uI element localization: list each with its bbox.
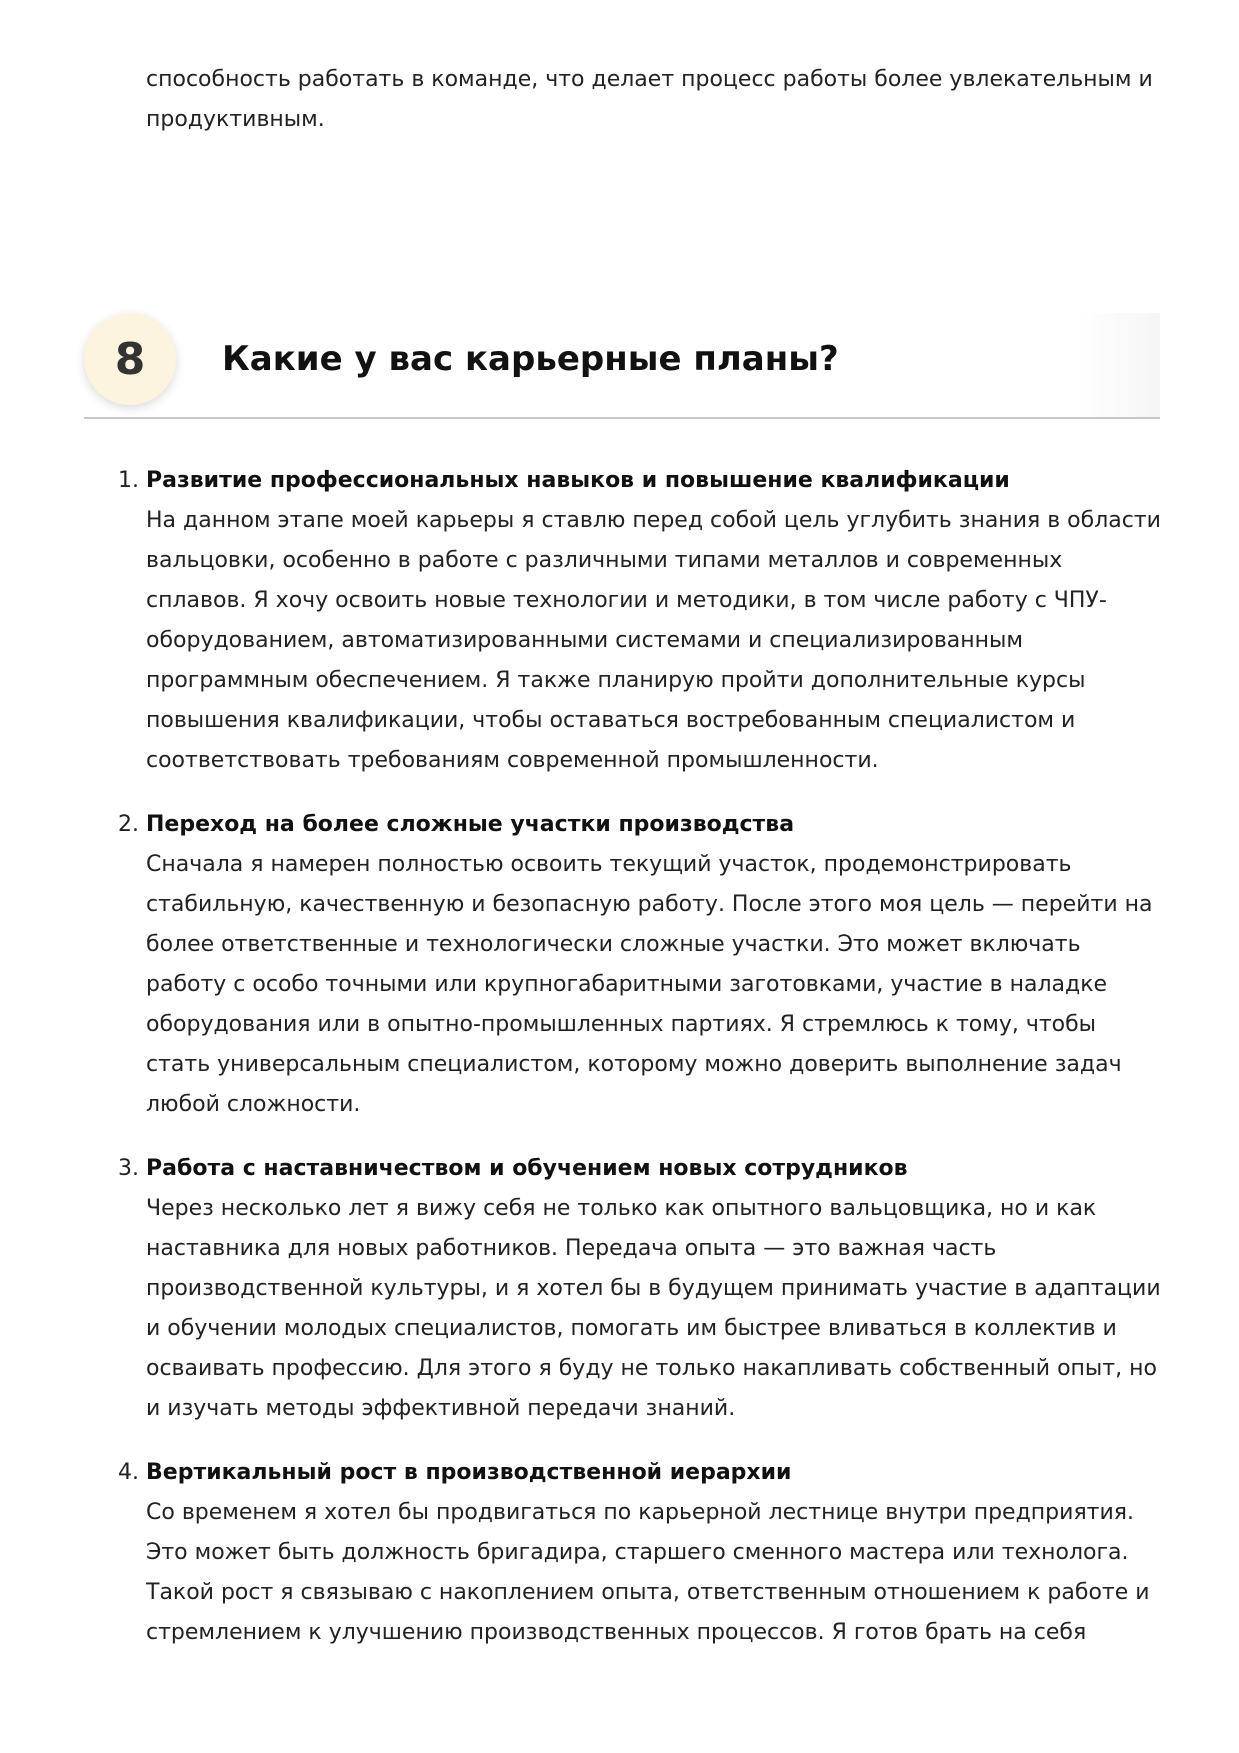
section-number-badge: 8 — [84, 313, 176, 405]
list-item-number: 2. — [118, 812, 139, 837]
list-item — [118, 805, 1162, 1125]
list-item-title: Работа с наставничеством и обучением новых сотрудников — [146, 1156, 908, 1181]
list-item-number: 3. — [118, 1156, 139, 1181]
list-item — [118, 1149, 1162, 1429]
list-item-title: Развитие профессиональных навыков и повышение квалификации — [146, 468, 1010, 493]
list-item-number: 1. — [118, 468, 139, 493]
list-item-text: Сначала я намерен полностью освоить текущий участок, продемонстрировать стабильную, качественную и безопасную работу. После этого моя цель — перейти на более ответственные и технологически сложные участки. Это может включать работу с особо точными или крупногабаритными заготовками, участие в наладке оборудования или в опытно-промышленных партиях. Я стремлюсь к тому, чтобы стать универсальным специалистом, которому можно доверить выполнение задач любой сложности. — [146, 852, 1153, 1117]
list-item-text: На данном этапе моей карьеры я ставлю перед собой цель углубить знания в области вальцовки, особенно в работе с различными типами металлов и современных сплавов. Я хочу освоить новые технологии и методики, в том числе работу с ЧПУ-оборудованием, автоматизированными системами и специализированным программным обеспечением. Я также планирую пройти дополнительные курсы повышения квалификации, чтобы оставаться востребованным специалистом и соответствовать требованиям современной промышленности. — [146, 508, 1161, 773]
list-item-text: Со временем я хотел бы продвигаться по карьерной лестнице внутри предприятия. Это может быть должность бригадира, старшего сменного мастера или технолога. Такой рост я связываю с накоплением опыта, ответственным отношением к работе и стремлением к улучшению производственных процессов. Я готов брать на себя — [146, 1500, 1150, 1645]
list-item — [118, 461, 1162, 781]
career-plans-list — [118, 461, 1162, 1677]
list-item-title: Вертикальный рост в производственной иерархии — [146, 1460, 792, 1485]
section-title: Какие у вас карьерные планы? — [222, 339, 839, 379]
list-item-title: Переход на более сложные участки производства — [146, 812, 795, 837]
section-header — [84, 313, 1160, 419]
intro-paragraph: способность работать в команде, что делает процесс работы более увлекательным и продуктивным. — [146, 67, 1153, 132]
list-item-text: Через несколько лет я вижу себя не только как опытного вальцовщика, но и как наставника для новых работников. Передача опыта — это важная часть производственной культуры, и я хотел бы в будущем принимать участие в адаптации и обучении молодых специалистов, помогать им быстрее вливаться в коллектив и осваивать профессию. Для этого я буду не только накапливать собственный опыт, но и изучать методы эффективной передачи знаний. — [146, 1196, 1161, 1421]
list-item — [118, 1453, 1162, 1653]
list-item-number: 4. — [118, 1460, 139, 1485]
